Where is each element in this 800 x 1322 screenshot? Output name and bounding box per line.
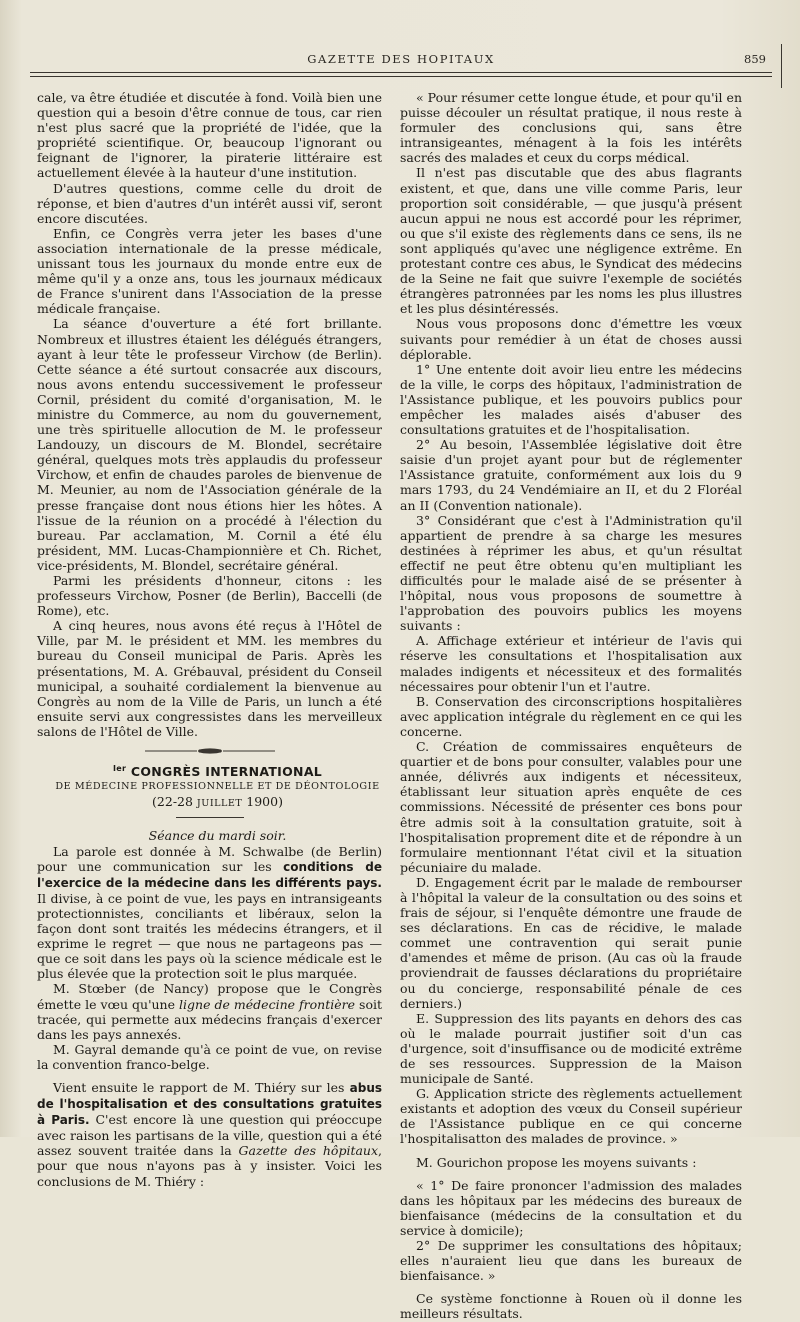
section-title xyxy=(37,761,382,779)
paragraph: « Pour résumer cette longue étude, et pour qu'il en puisse découler un résultat pratique, il nous reste à formuler des conclusions qui, sans être intransigeantes, ménagent à la fois les intérêts sacrés des malades et ceux du corps médical. xyxy=(400,90,742,166)
bold-run: abus de l'hospitalisation et des consultations gratuites à Paris. xyxy=(37,1080,382,1128)
paragraph xyxy=(37,981,382,1041)
paragraph xyxy=(37,1080,382,1189)
section-subtitle: DE MÉDECINE PROFESSIONNELLE ET DE DÉONTOLOGIE xyxy=(55,781,380,793)
paragraph: Il n'est pas discutable que des abus flagrants existent, et que, dans une ville comme Paris, leur proportion soit considérable, — que jusqu'à présent aucun appui ne nous est accordé pour les réprimer, ou que s'il existe des règlements dans ce sens, ils ne sont appliqués qu'avec une négligence extrême. En protestant contre ces abus, le Syndicat des médecins de la Seine ne fait que suivre l'exemple de sociétés étrangères patronnées par les noms les plus illustres et les plus désintéressés. xyxy=(400,165,742,317)
running-title: GAZETTE DES HOPITAUX xyxy=(307,52,495,66)
paragraph: A. Affichage extérieur et intérieur de l'avis qui réserve les consultations et l'hospitalisation aux malades indigents et nécessiteux et des formalités nécessaires pour obtenir l'un et l'autre. xyxy=(400,633,742,694)
paragraph: M. Gayral demande qu'à ce point de vue, on revise la convention franco-belge. xyxy=(37,1041,382,1072)
section-date xyxy=(37,794,382,811)
bold-run: conditions de l'exercice de la médecine dans les différents pays. xyxy=(37,859,382,890)
paragraph: Ce système fonctionne à Rouen où il donne les meilleurs résultats. xyxy=(400,1291,742,1322)
text-run: , pour que nous n'ayons pas à y insister. Voici les conclusions de M. Thiéry : xyxy=(37,1143,383,1189)
text-run: La parole est donnée à M. Schwalbe (de Berlin) pour une communication sur les xyxy=(37,843,382,874)
text-run: soit tracée, qui permette aux médecins français d'exercer dans les pays annexés. xyxy=(37,996,382,1042)
page-number: 859 xyxy=(744,52,766,66)
paragraph: G. Application stricte des règlements actuellement existants et adoption des vœux du Conseil supérieur de l'Assistance publique en ce qui concerne l'hospitalisatton des malades de province. » xyxy=(400,1086,742,1147)
paragraph: 3° Considérant que c'est à l'Administration qu'il appartient de prendre à sa charge les mesures destinées à réprimer les abus, et qu'un résultat effectif ne peut être obtenu qu'en multipliant les difficultés pour le malade aisé de se présenter à l'hôpital, nous vous proposons de soumettre à l'approbation des pouvoirs publics les moyens suivants : xyxy=(400,512,742,634)
spacer xyxy=(37,1072,382,1080)
margin-bar xyxy=(781,44,782,88)
text-run: M. Stœber (de Nancy) propose que le Congrès émette le vœu qu'une xyxy=(37,981,382,1012)
text-run: Il divise, à ce point de vue, les pays en intransigeants protectionnistes, conciliants et libéraux, selon la façon dont sont traités les médecins étrangers, et il exprime le regret — que nous ne partageons pas — que ce soit dans les pays où la science médicale est le plus élevée que la protection soit le plus marquée. xyxy=(37,890,382,982)
paragraph: A cinq heures, nous avons été reçus à l'Hôtel de Ville, par M. le président et MM. les membres du bureau du Conseil municipal de Paris. Après les présentations, M. A. Grébauval, président du Conseil municipal, a souhaité cordialement la bienvenue au Congrès au nom de la Ville de Paris, un lunch a été ensuite servi aux congressistes dans les merveilleux salons de l'Hôtel de Ville. xyxy=(37,618,382,739)
paragraph: 2° Au besoin, l'Assemblée législative doit être saisie d'un projet ayant pour but de réglementer l'Assistance gratuite, conformément aux lois du 9 mars 1793, du 24 Vendémiaire an II, et du 2 Floréal an II (Convention nationale). xyxy=(400,437,742,513)
ornament-divider xyxy=(145,747,275,755)
paragraph: Enfin, ce Congrès verra jeter les bases d'une association internationale de la presse médicale, unissant tous les journaux du monde entre eux de même qu'il y a onze ans, tous les journaux médicaux de France s'unirent dans l'Association de la presse médicale française. xyxy=(37,225,382,317)
section-ordinal: Ier xyxy=(112,764,127,774)
left-column xyxy=(37,90,382,1189)
page-header xyxy=(30,52,772,70)
paragraph: D. Engagement écrit par le malade de rembourser à l'hôpital la valeur de la consultation ou des soins et frais de séjour, si l'enquête démontre une fraude de ses déclarations. En cas de récidive, le malade commet une contravention qui serait punie d'amendes et même de prison. (Au cas où la fraude proviendrait de fausses déclarations du propriétaire ou du concierge, responsabilité pénale de ces derniers.) xyxy=(400,874,742,1011)
paragraph: B. Conservation des circonscriptions hospitalières avec application intégrale du règlement en ce qui les concerne. xyxy=(400,693,742,739)
header-rule-thin xyxy=(30,76,772,77)
session-title: Séance du mardi soir. xyxy=(148,828,287,844)
paragraph: E. Suppression des lits payants en dehors des cas où le malade pourrait justifier soit d'un cas d'urgence, soit d'insuffisance ou de modicité extrême de ses ressources. Suppression de la Maison municipale de Santé. xyxy=(400,1010,742,1087)
paragraph: Parmi les présidents d'honneur, citons : les professeurs Virchow, Posner (de Berlin), Baccelli (de Rome), etc. xyxy=(37,573,382,619)
date-open: (22-28 xyxy=(152,794,197,810)
italic-run: Gazette des hôpitaux xyxy=(238,1143,379,1159)
paragraph: C. Création de commissaires enquêteurs de quartier et de bons pour consulter, valables pour une année, délivrés aux indigents et nécessiteux, établissant leur situation après enquête de ces commissions. Nécessité de présenter ces bons pour être admis soit à la consultation gratuite, soit à l'hospitalisation proprement dite et de répondre à un formulaire mentionnant l'état civil et la situation pécuniaire du malade. xyxy=(400,739,742,875)
spacer xyxy=(400,1283,742,1291)
date-month: JUILLET xyxy=(196,798,243,810)
text-run: Vient ensuite le rapport de M. Thiéry sur les xyxy=(53,1079,350,1095)
paragraph: M. Gourichon propose les moyens suivants : xyxy=(416,1154,697,1170)
paragraph xyxy=(37,844,382,982)
paragraph: cale, va être étudiée et discutée à fond. Voilà bien une question qui a besoin d'être connue de tous, car rien n'est plus sacré que la propriété de l'idée, que la propriété scientifique. Or, beaucoup l'ignorant ou feignant de l'ignorer, la piraterie littéraire est actuellement élevée à la hauteur d'une institution. xyxy=(37,90,382,181)
short-divider xyxy=(176,817,244,818)
section-title-text: CONGRÈS INTERNATIONAL xyxy=(130,764,323,780)
paragraph: « 1° De faire prononcer l'admission des malades dans les hôpitaux par les médecins des bureaux de bienfaisance (médecins de la consultation et du service à domicile); xyxy=(400,1177,742,1238)
spacer xyxy=(400,1170,742,1178)
paragraph: La séance d'ouverture a été fort brillante. Nombreux et illustres étaient les délégués étrangers, ayant à leur tête le professeur Virchow (de Berlin). Cette séance a été surtout consacrée aux discours, nous avons entendu successivement le professeur Cornil, président du comité d'organisation, M. le ministre du Commerce, au nom du gouvernement, une très spirituelle allocution de M. le professeur Landouzy, un discours de M. Blondel, secrétaire général, quelques mots très applaudis du professeur Virchow, et enfin de chaudes paroles de bienvenue de M. Meunier, au nom de l'Association générale de la presse française dont nous étions hier les hôtes. A l'issue de la réunion on a procédé à l'élection du bureau. Par acclamation, M. Cornil a été élu président, MM. Lucas-Championnière et Ch. Richet, vice-présidents, M. Blondel, secrétaire général. xyxy=(37,316,382,573)
spacer xyxy=(400,1147,742,1155)
paragraph: Nous vous proposons donc d'émettre les vœux suivants pour remédier à un état de choses aussi déplorable. xyxy=(400,316,742,362)
header-rule-thick xyxy=(30,72,772,73)
paragraph: D'autres questions, comme celle du droit de réponse, et bien d'autres d'un intérêt aussi vif, seront encore discutées. xyxy=(37,180,382,226)
date-close: 1900) xyxy=(242,794,283,810)
paragraph: 1° Une entente doit avoir lieu entre les médecins de la ville, le corps des hôpitaux, l'administration de l'Assistance publique, et les pouvoirs publics pour empêcher les malades aisés d'abuser des consultations gratuites et de l'hospitalisation. xyxy=(400,361,742,438)
text-run: C'est encore là une question qui préoccupe avec raison les partisans de la ville, question qui a été assez souvent traitée dans la xyxy=(37,1112,382,1159)
italic-run: ligne de médecine frontière xyxy=(179,996,356,1012)
paragraph: 2° De supprimer les consultations des hôpitaux; elles n'auraient lieu que dans les bureaux de bienfaisance. » xyxy=(400,1238,742,1284)
